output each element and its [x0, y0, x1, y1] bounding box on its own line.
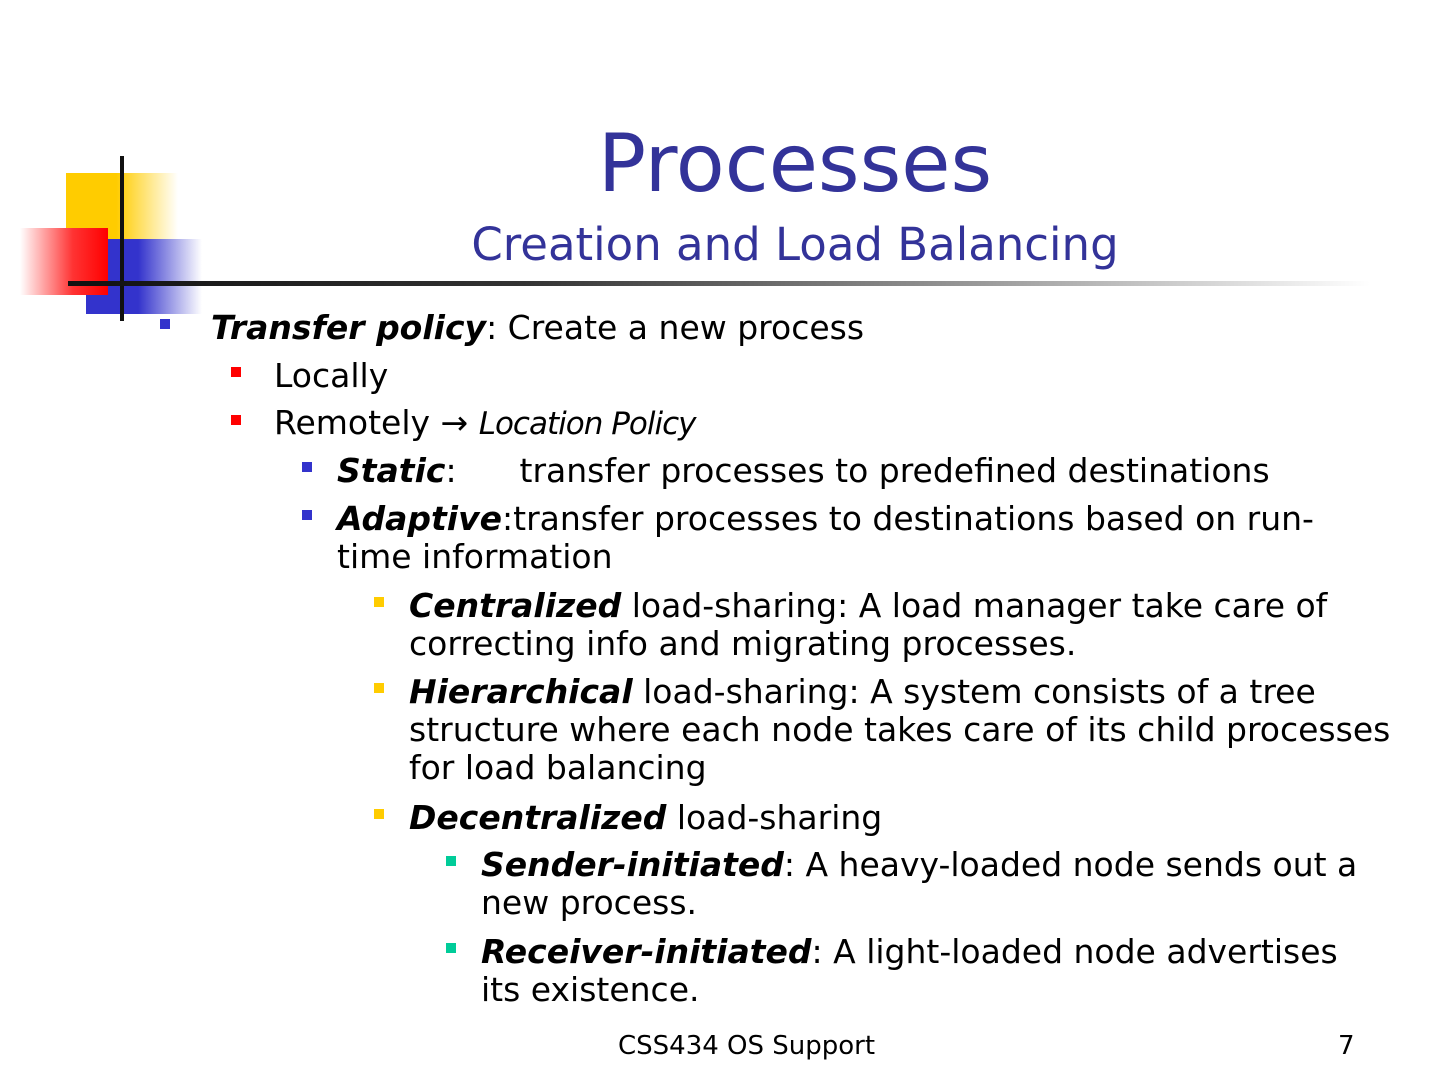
title-underline — [68, 281, 1370, 286]
item-text: Remotely — [274, 403, 431, 442]
footer-course-label: CSS434 OS Support — [618, 1031, 876, 1061]
bullet-square-icon — [160, 319, 170, 329]
item-text: load-sharing: A system consists of a tree structure where each node takes care of its child processes for load balancing — [409, 672, 1391, 787]
term-hierarchical: Hierarchical — [409, 672, 633, 711]
term-centralized: Centralized — [409, 586, 622, 625]
list-item-remotely — [274, 404, 1374, 443]
bullet-square-icon — [374, 809, 384, 819]
item-text: : A heavy-loaded node sends out a new process. — [481, 845, 1358, 922]
bullet-square-icon — [231, 415, 241, 425]
item-text: Locally — [274, 356, 389, 395]
bullet-square-icon — [374, 597, 384, 607]
item-text: :transfer processes to destinations based on run-time information — [337, 499, 1314, 576]
list-item-hierarchical — [409, 673, 1399, 787]
term-static: Static — [337, 451, 446, 490]
list-item-static — [337, 452, 1387, 490]
decor-vertical-line — [120, 156, 124, 321]
list-item-transfer-policy — [211, 309, 1361, 347]
page-number: 7 — [1338, 1031, 1355, 1061]
bullet-square-icon — [302, 510, 312, 520]
item-text: : A light-loaded node advertises its existence. — [481, 932, 1338, 1009]
slide-subtitle: Creation and Load Balancing — [471, 218, 1119, 271]
item-text: : Create a new process — [486, 308, 865, 347]
bullet-square-icon — [374, 683, 384, 693]
list-item-locally — [274, 357, 1374, 395]
list-item-receiver-initiated — [481, 933, 1361, 1009]
term-transfer-policy: Transfer policy — [211, 308, 487, 347]
term-sender-initiated: Sender-initiated — [481, 845, 784, 884]
location-policy-label: Location Policy — [478, 406, 696, 442]
bullet-square-icon — [302, 462, 312, 472]
list-item-adaptive — [337, 500, 1337, 576]
term-decentralized: Decentralized — [409, 798, 667, 837]
list-item-decentralized — [409, 799, 1384, 837]
term-receiver-initiated: Receiver-initiated — [481, 932, 812, 971]
bullet-square-icon — [446, 943, 456, 953]
list-item-centralized — [409, 587, 1384, 663]
list-item-sender-initiated — [481, 846, 1361, 922]
slide-title: Processes — [597, 117, 993, 210]
item-text: : transfer processes to predefined destinations — [445, 451, 1270, 490]
arrow-right-icon: → — [440, 403, 469, 442]
bullet-square-icon — [231, 367, 241, 377]
item-text: load-sharing — [666, 798, 883, 837]
bullet-square-icon — [446, 856, 456, 866]
term-adaptive: Adaptive — [337, 499, 503, 538]
item-text: load-sharing: A load manager take care of correcting info and migrating processes. — [409, 586, 1328, 663]
